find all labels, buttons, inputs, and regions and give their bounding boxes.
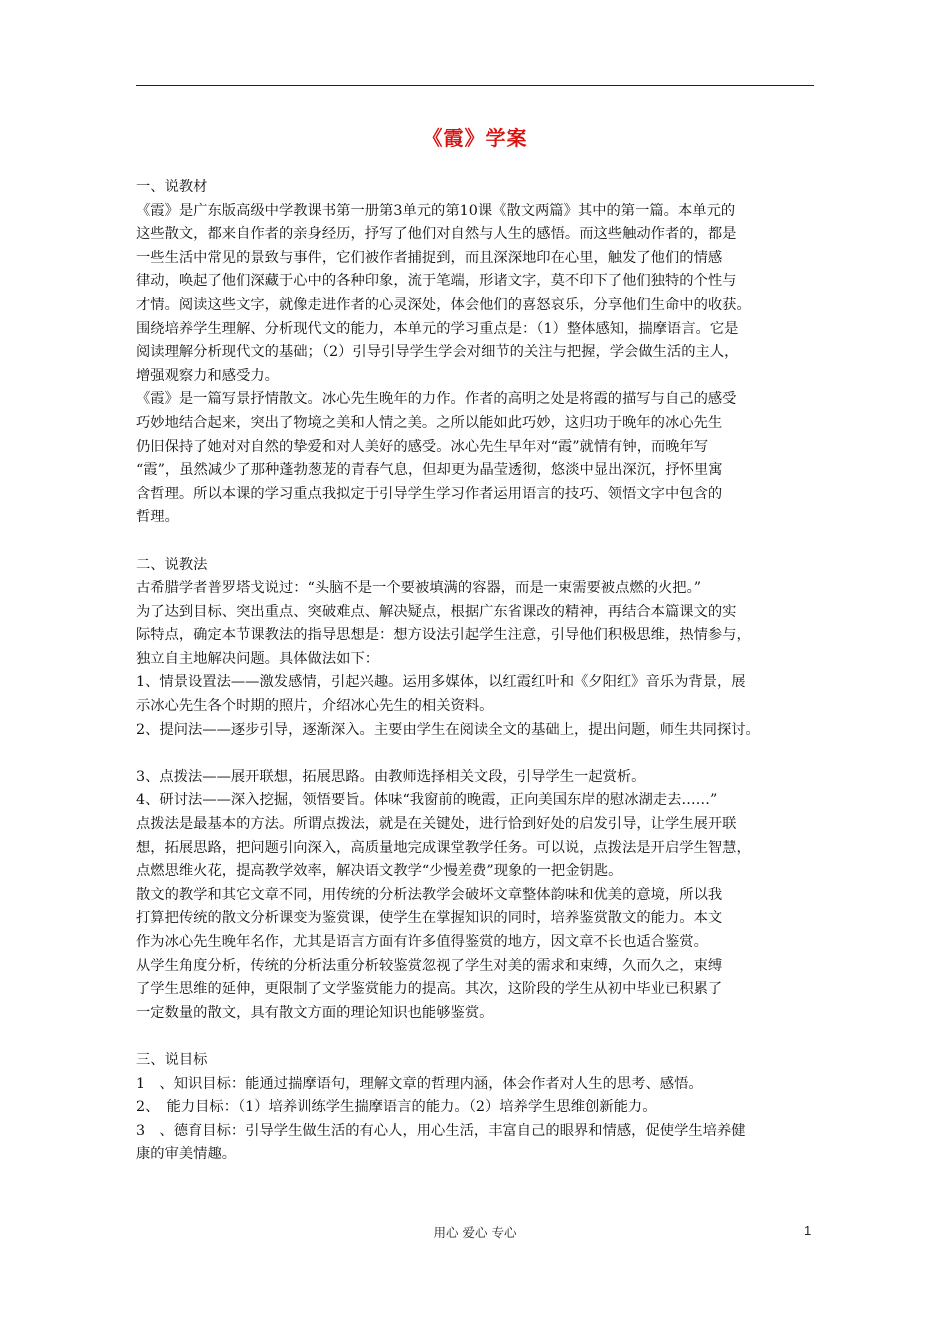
paragraph-line: 增强观察力和感受力。 xyxy=(136,367,279,384)
paragraph-line: 这些散文，都来自作者的亲身经历，抒写了他们对自然与人生的感悟。而这些触动作者的，都是 xyxy=(136,226,737,243)
document-title: 《霞》学案 xyxy=(422,126,528,150)
paragraph-line: 点拨法是最基本的方法。所谓点拨法，就是在关键处，进行恰到好处的启发引导，让学生展开联 xyxy=(136,816,737,833)
paragraph-line: 点燃思维火花，提高教学效率，解决语文教学“少慢差费”现象的一把金钥匙。 xyxy=(136,863,623,880)
paragraph-line: 际特点，确定本节课教法的指导思想是：想方设法引起学生注意，引导他们积极思维，热情参与， xyxy=(136,627,751,644)
paragraph-line: 巧妙地结合起来，突出了物境之美和人情之美。之所以能如此巧妙，这归功于晚年的冰心先生 xyxy=(136,414,723,431)
paragraph-line: 散文的教学和其它文章不同，用传统的分析法教学会破坏文章整体韵味和优美的意境，所以我 xyxy=(136,886,723,903)
paragraph-line: 一些生活中常见的景致与事件，它们被作者捕捉到，而且深深地印在心里，触发了他们的情感 xyxy=(136,249,723,266)
paragraph-line: 4、研讨法——深入挖掘，领悟要旨。体味“我窗前的晚霞，正向美国东岸的慰冰湖走去……” xyxy=(136,792,718,809)
paragraph-line xyxy=(136,742,818,766)
paragraph-line: 《霞》是一篇写景抒情散文。冰心先生晚年的力作。作者的高明之处是将霞的描写与自己的感受 xyxy=(136,391,737,408)
paragraph-line: 律动，唤起了他们深藏于心中的各种印象，流于笔端，形诸文字，莫不印下了他们独特的个性与 xyxy=(136,273,737,290)
paragraph-line: 了学生思维的延伸，更限制了文学鉴赏能力的提高。其次，这阶段的学生从初中毕业已积累了 xyxy=(136,981,723,998)
paragraph-line: 1、情景设置法——激发感情，引起兴趣。运用多媒体，以红霞红叶和《夕阳红》音乐为背景，展 xyxy=(136,674,746,691)
paragraph-line: 为了达到目标、突出重点、突破难点、解决疑点，根据广东省课改的精神，再结合本篇课文的实 xyxy=(136,603,737,620)
paragraph-line: 仍旧保持了她对对自然的挚爱和对人美好的感受。冰心先生早年对“霞”就情有钟，而晚年写 xyxy=(136,438,709,455)
paragraph-line: 一定数量的散文，具有散文方面的理论知识也能够鉴赏。 xyxy=(136,1004,494,1021)
section-heading: 三、说目标 xyxy=(136,1051,208,1068)
paragraph-line: 围绕培养学生理解、分析现代文的能力，本单元的学习重点是：（1）整体感知，揣摩语言。它是 xyxy=(136,320,739,337)
section-gap xyxy=(136,530,818,554)
section-heading: 二、说教法 xyxy=(136,556,208,573)
paragraph-line: 阅读理解分析现代文的基础；（2）引导引导学生学会对细节的关注与把握，学会做生活的主人， xyxy=(136,344,739,361)
paragraph-line: 才情。阅读这些文字，就像走进作者的心灵深处，体会他们的喜怒哀乐，分享他们生命中的收获。 xyxy=(136,296,751,313)
paragraph-line: 2、 能力目标：（1）培养训练学生揣摩语言的能力。（2）培养学生思维创新能力。 xyxy=(136,1099,657,1116)
paragraph-line: 康的审美情趣。 xyxy=(136,1146,237,1163)
paragraph-line: 《霞》是广东版高级中学教课书第一册第3单元的第10课《散文两篇》其中的第一篇。本单元的 xyxy=(136,202,736,219)
paragraph-line: 3 、德育目标：引导学生做生活的有心人，用心生活，丰富自己的眼界和情感，促使学生培养健 xyxy=(136,1122,746,1139)
paragraph-line: 示冰心先生各个时期的照片，介绍冰心先生的相关资料。 xyxy=(136,698,494,715)
page-number: 1 xyxy=(804,1223,812,1238)
paragraph-line: 哲理。 xyxy=(136,509,179,526)
paragraph-line: 3、点拨法——展开联想，拓展思路。由教师选择相关文段，引导学生一起赏析。 xyxy=(136,768,646,785)
paragraph-line: 古希腊学者普罗塔戈说过：“头脑不是一个要被填满的容器，而是一束需要被点燃的火把。” xyxy=(136,580,702,597)
paragraph-line: 独立自主地解决问题。具体做法如下： xyxy=(136,650,380,667)
document-body xyxy=(136,176,818,1167)
header-rule xyxy=(136,85,814,86)
paragraph-line: 2、提问法——逐步引导，逐渐深入。主要由学生在阅读全文的基础上，提出问题，师生共同探讨。 xyxy=(136,721,760,738)
paragraph-line: 作为冰心先生晚年名作，尤其是语言方面有许多值得鉴赏的地方，因文章不长也适合鉴赏。 xyxy=(136,934,708,950)
section-gap xyxy=(136,1025,818,1049)
paragraph-line: 从学生角度分析，传统的分析法重分析较鉴赏忽视了学生对美的需求和束缚，久而久之，束缚 xyxy=(136,957,723,974)
paragraph-line: 1 、知识目标：能通过揣摩语句，理解文章的哲理内涵，体会作者对人生的思考、感悟。 xyxy=(136,1075,703,1092)
paragraph-line: 想，拓展思路，把问题引向深入，高质量地完成课堂教学任务。可以说，点拨法是开启学生智慧， xyxy=(136,839,751,856)
paragraph-line: “霞”，虽然减少了那种蓬勃葱茏的青春气息，但却更为晶莹透彻，悠淡中显出深沉，抒怀里寓 xyxy=(136,462,723,479)
paragraph-line: 打算把传统的散文分析课变为鉴赏课，使学生在掌握知识的同时，培养鉴赏散文的能力。本文 xyxy=(136,910,723,927)
section-heading: 一、说教材 xyxy=(136,179,208,195)
footer-motto: 用心 爱心 专心 xyxy=(433,1225,517,1240)
paragraph-line: 含哲理。所以本课的学习重点我拟定于引导学生学习作者运用语言的技巧、领悟文字中包含的 xyxy=(136,485,723,502)
